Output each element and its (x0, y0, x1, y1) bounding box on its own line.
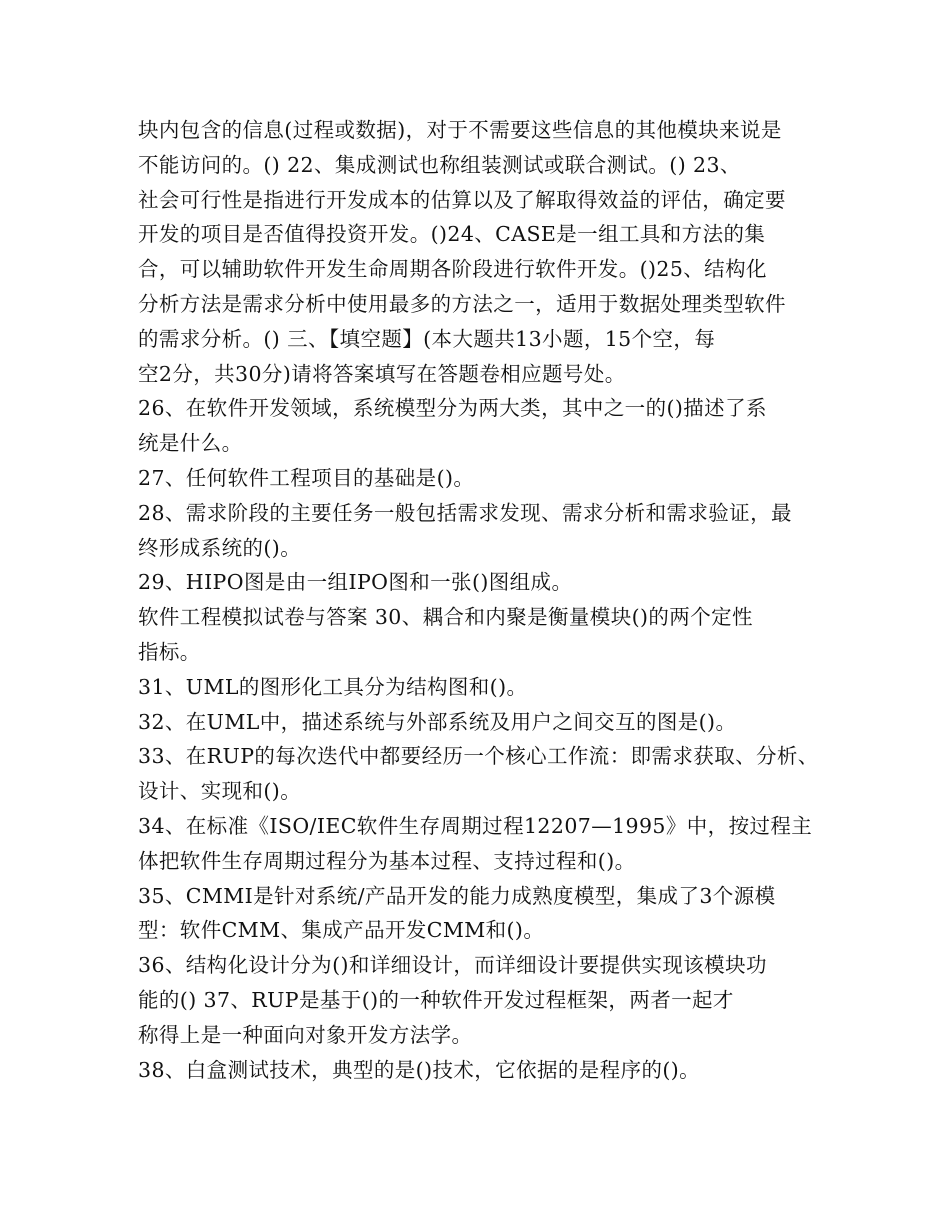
text-line: 的需求分析。() 三、【填空题】(本大题共13小题，15个空，每 (138, 326, 716, 351)
question-36-line: 36、结构化设计分为()和详细设计，而详细设计要提供实现该模块功 (138, 953, 767, 978)
question-27-line: 27、任何软件工程项目的基础是()。 (138, 465, 475, 490)
text-line: 统是什么。 (138, 431, 243, 456)
question-34-line: 34、在标准《ISO/IEC软件生存周期过程12207—1995》中，按过程主 (138, 813, 813, 838)
text-line: 终形成系统的()。 (138, 535, 302, 560)
text-line: 分析方法是需求分析中使用最多的方法之一，适用于数据处理类型软件 (138, 291, 786, 316)
question-30-line: 软件工程模拟试卷与答案 30、耦合和内聚是衡量模块()的两个定性 (138, 605, 753, 630)
text-line: 空2分，共30分)请将答案填写在答题卷相应题号处。 (138, 361, 626, 386)
question-32-line: 32、在UML中，描述系统与外部系统及用户之间交互的图是()。 (138, 709, 737, 734)
question-38-line: 38、白盒测试技术，典型的是()技术，它依据的是程序的()。 (138, 1057, 701, 1082)
question-26-line: 26、在软件开发领域，系统模型分为两大类，其中之一的()描述了系 (138, 396, 767, 421)
text-line: 开发的项目是否值得投资开发。()24、CASE是一组工具和方法的集 (138, 222, 766, 247)
question-35-line: 35、CMMI是针对系统/产品开发的能力成熟度模型，集成了3个源模 (138, 883, 776, 908)
text-line: 称得上是一种面向对象开发方法学。 (138, 1022, 473, 1047)
question-29-line: 29、HIPO图是由一组IPO图和一张()图组成。 (138, 570, 573, 595)
text-line: 不能访问的。() 22、集成测试也称组装测试或联合测试。() 23、 (138, 152, 741, 177)
question-33-line: 33、在RUP的每次迭代中都要经历一个核心工作流：即需求获取、分析、 (138, 744, 819, 769)
question-31-line: 31、UML的图形化工具分为结构图和()。 (138, 674, 528, 699)
text-line: 合，可以辅助软件开发生命周期各阶段进行软件开发。()25、结构化 (138, 257, 767, 282)
text-line: 型：软件CMM、集成产品开发CMM和()。 (138, 918, 545, 943)
document-body (138, 113, 838, 1087)
text-line: 社会可行性是指进行开发成本的估算以及了解取得效益的评估，确定要 (138, 187, 786, 212)
text-line: 体把软件生存周期过程分为基本过程、支持过程和()。 (138, 848, 636, 873)
text-line: 块内包含的信息(过程或数据)，对于不需要这些信息的其他模块来说是 (138, 118, 782, 142)
question-37-line: 能的() 37、RUP是基于()的一种软件开发过程框架，两者一起才 (138, 987, 734, 1012)
question-28-line: 28、需求阶段的主要任务一般包括需求发现、需求分析和需求验证，最 (138, 500, 792, 525)
text-line: 设计、实现和()。 (138, 779, 302, 804)
text-line: 指标。 (138, 639, 201, 664)
